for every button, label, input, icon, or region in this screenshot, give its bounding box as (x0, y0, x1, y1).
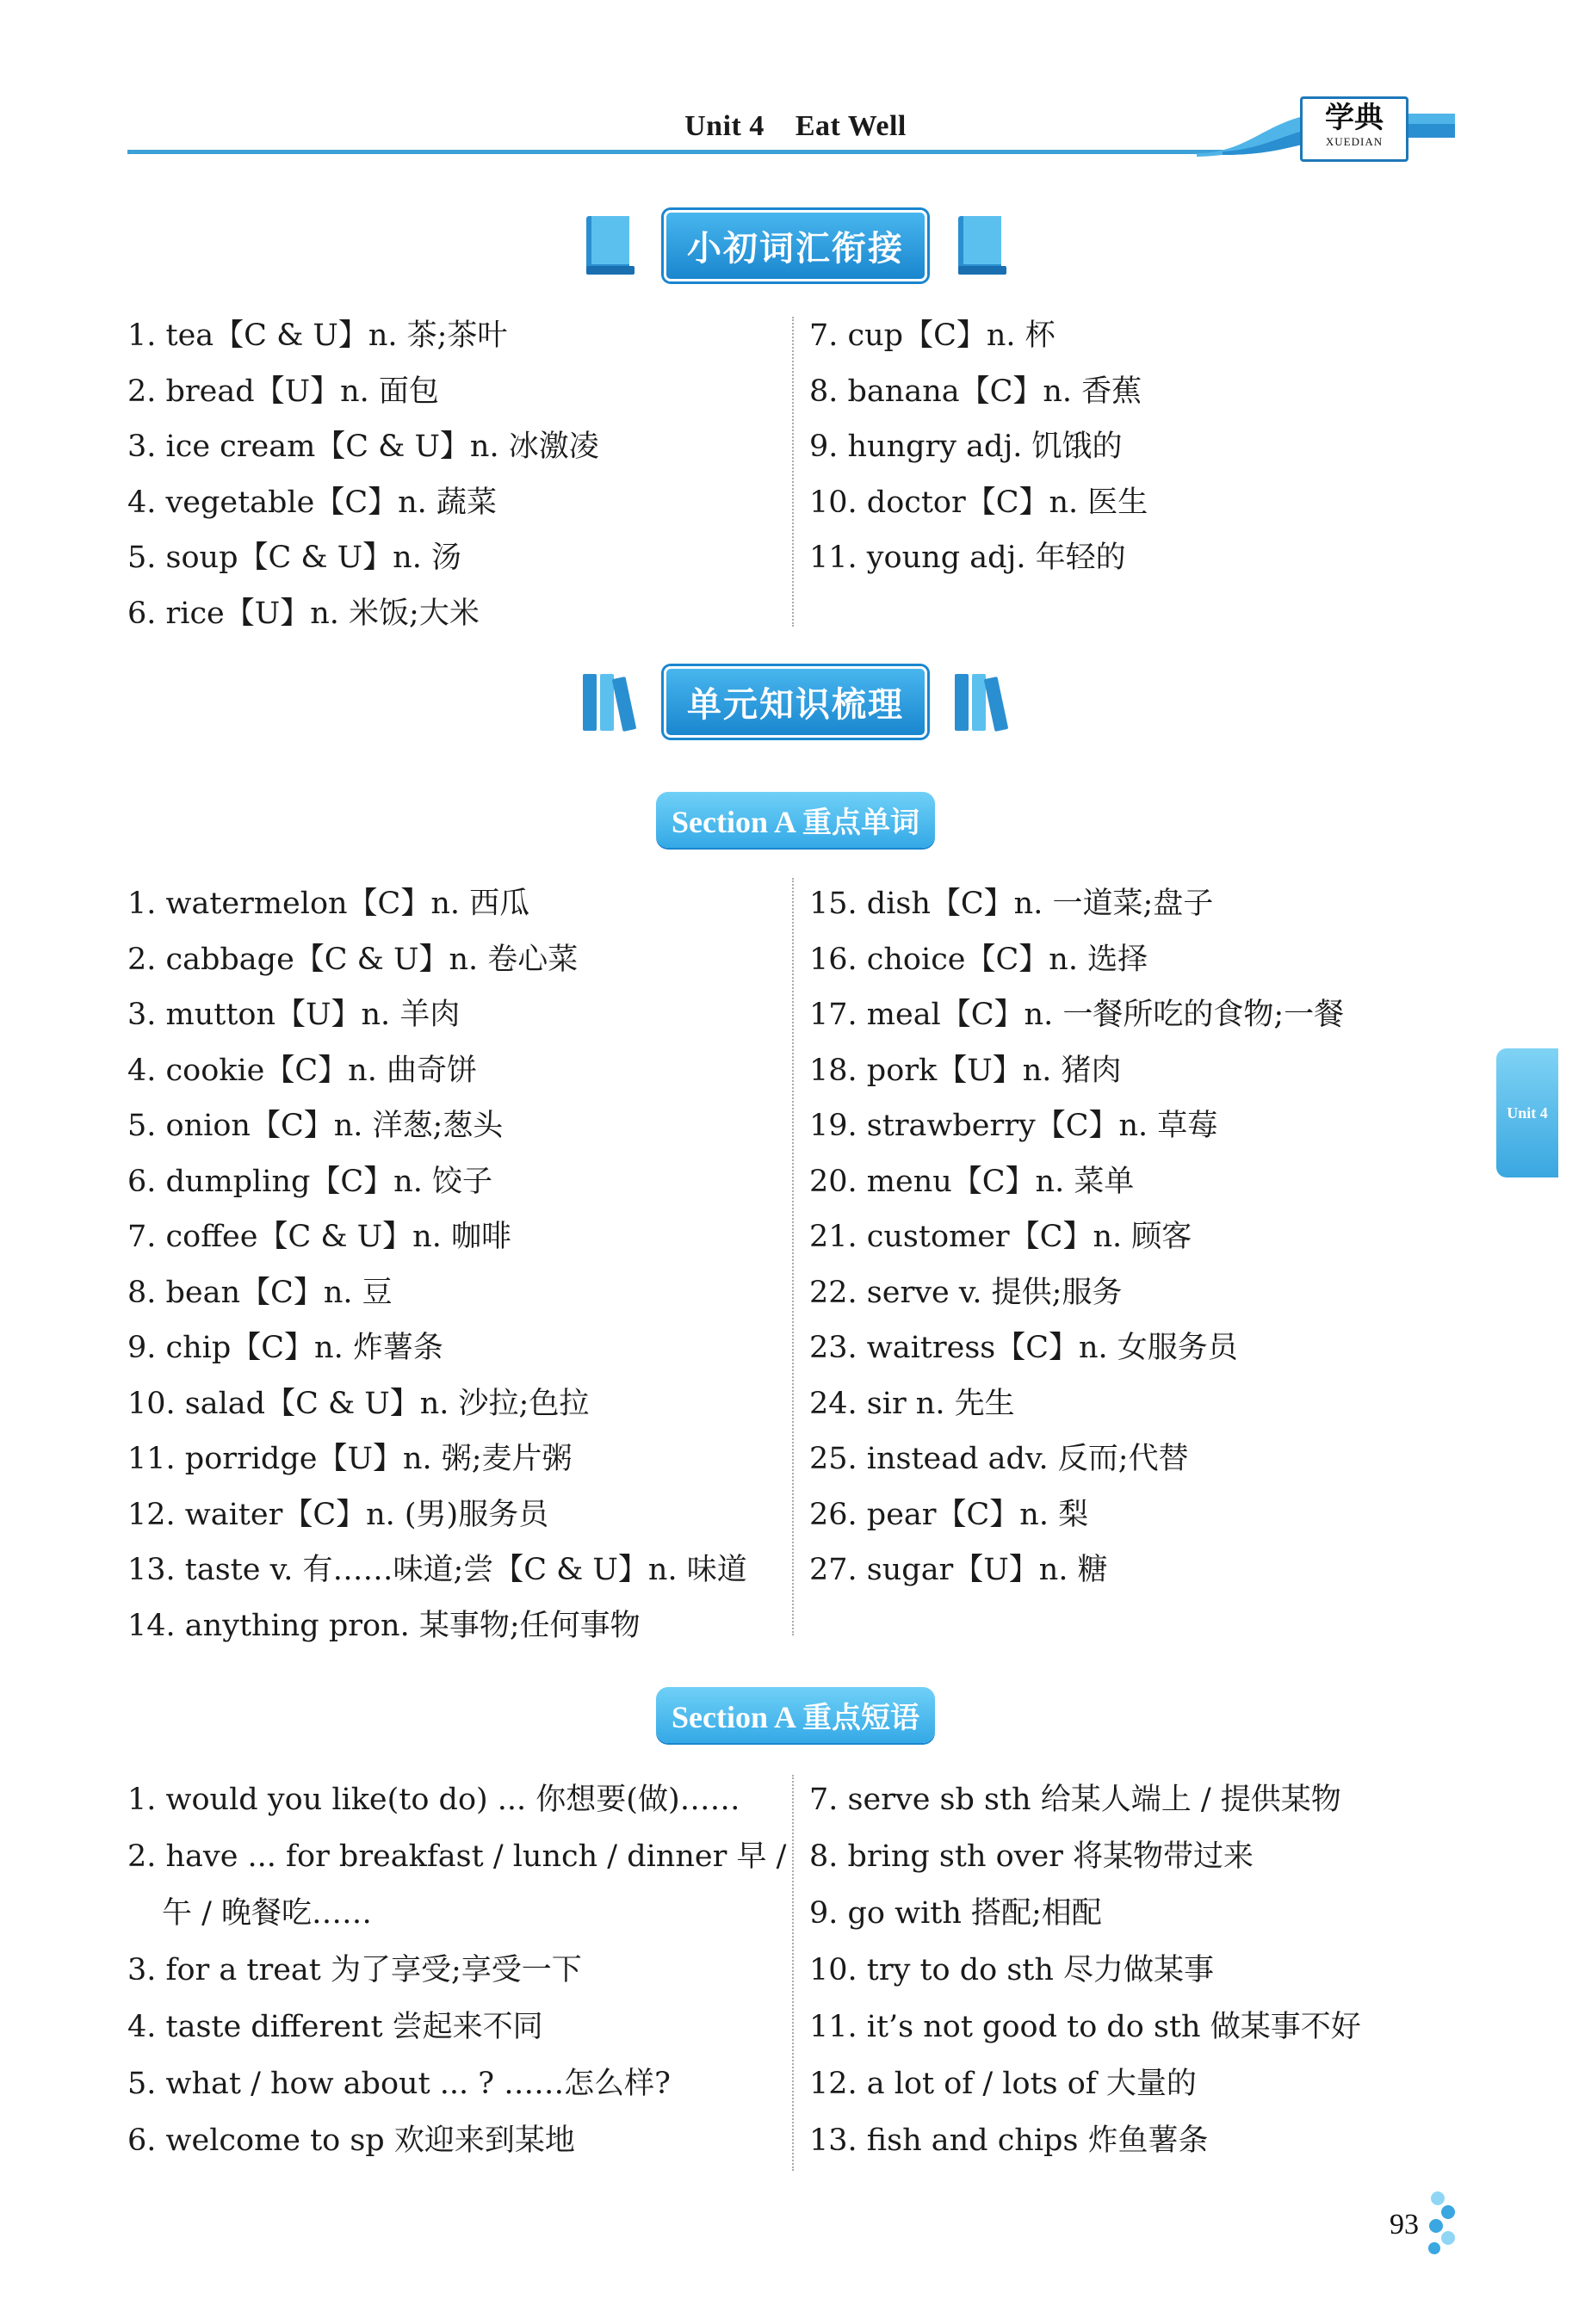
list-item: 11. it’s not good to do sth 做某事不好 (809, 2010, 1361, 2044)
column-divider (792, 878, 794, 1635)
book-icon (579, 211, 640, 280)
list-item: 19. strawberry【C】n. 草莓 (809, 1109, 1218, 1143)
list-item: 7. cup【C】n. 杯 (809, 318, 1056, 353)
list-item: 26. pear【C】n. 梨 (809, 1497, 1089, 1532)
list-item: 11. young adj. 年轻的 (809, 541, 1126, 575)
list-item: 8. bean【C】n. 豆 (127, 1275, 393, 1310)
list-item: 6. dumpling【C】n. 饺子 (127, 1164, 492, 1199)
column-divider (792, 1775, 794, 2171)
list-item: 10. salad【C & U】n. 沙拉;色拉 (127, 1386, 590, 1421)
list-item: 2. bread【U】n. 面包 (127, 374, 439, 409)
list-item: 13. taste v. 有……味道;尝【C & U】n. 味道 (127, 1553, 747, 1587)
binders-icon (579, 667, 640, 736)
book-icon (951, 211, 1012, 280)
side-tab-label: Unit 4 (1507, 1103, 1548, 1122)
header-rule (127, 150, 1229, 154)
list-item: 12. a lot of / lots of 大量的 (809, 2067, 1197, 2101)
header-title: Eat Well (795, 110, 907, 142)
heading-cn: 重点短语 (802, 1701, 919, 1735)
section-a-phrases-heading (0, 1687, 1591, 1743)
banner-vocab-link-label: 小初词汇衔接 (664, 210, 927, 281)
list-item: 10. doctor【C】n. 医生 (809, 485, 1148, 520)
list-item: 5. onion【C】n. 洋葱;葱头 (127, 1109, 504, 1143)
binders-icon (951, 667, 1012, 736)
section-a-words-heading (0, 792, 1591, 848)
heading-en: Section A (671, 1700, 802, 1734)
list-item: 5. what / how about ... ? ……怎么样? (127, 2067, 671, 2101)
list-item: 20. menu【C】n. 菜单 (809, 1164, 1135, 1199)
list-item: 1. would you like(to do) ... 你想要(做)…… (127, 1783, 740, 1817)
list-item: 23. waitress【C】n. 女服务员 (809, 1331, 1238, 1365)
list-item: 17. meal【C】n. 一餐所吃的食物;一餐 (809, 998, 1345, 1032)
heading-cn: 重点单词 (802, 806, 919, 840)
list-item: 4. vegetable【C】n. 蔬菜 (127, 485, 497, 520)
unit-side-tab (1496, 1048, 1558, 1177)
list-item: 8. banana【C】n. 香蕉 (809, 374, 1142, 409)
list-item: 11. porridge【U】n. 粥;麦片粥 (127, 1442, 573, 1476)
vocab-link-left-list (127, 308, 599, 641)
list-item: 10. try to do sth 尽力做某事 (809, 1953, 1215, 1987)
logo-chinese: 学典 (1325, 101, 1384, 135)
list-item: 24. sir n. 先生 (809, 1386, 1015, 1421)
vocab-link-right-list (809, 308, 1148, 586)
list-item: 14. anything pron. 某事物;任何事物 (127, 1608, 641, 1643)
list-item: 15. dish【C】n. 一道菜;盘子 (809, 887, 1214, 921)
list-item: 25. instead adv. 反而;代替 (809, 1442, 1189, 1476)
list-item: 9. chip【C】n. 炸薯条 (127, 1331, 443, 1365)
list-item: 8. bring sth over 将某物带过来 (809, 1839, 1254, 1874)
list-item: 7. serve sb sth 给某人端上 / 提供某物 (809, 1783, 1341, 1817)
list-item: 7. coffee【C & U】n. 咖啡 (127, 1220, 511, 1254)
list-item: 6. welcome to sp 欢迎来到某地 (127, 2123, 575, 2158)
list-item: 27. sugar【U】n. 糖 (809, 1553, 1108, 1587)
list-item: 21. customer【C】n. 顾客 (809, 1220, 1192, 1254)
list-item: 5. soup【C & U】n. 汤 (127, 541, 461, 575)
list-item: 1. tea【C & U】n. 茶;茶叶 (127, 318, 508, 353)
list-item: 13. fish and chips 炸鱼薯条 (809, 2123, 1209, 2158)
section-a-phrases-left-list (127, 1771, 786, 2169)
logo-english: XUEDIAN (1325, 135, 1384, 148)
page-number: 93 (1390, 2209, 1419, 2241)
banner-unit-review (0, 663, 1591, 740)
list-item: 2. cabbage【C & U】n. 卷心菜 (127, 942, 579, 977)
list-item: 2. have ... for breakfast / lunch / dinner 早 / (127, 1839, 787, 1874)
list-item: 22. serve v. 提供;服务 (809, 1275, 1123, 1310)
list-item: 6. rice【U】n. 米饭;大米 (127, 596, 480, 631)
list-item: 3. for a treat 为了享受;享受一下 (127, 1953, 582, 1987)
list-item: 4. taste different 尝起来不同 (127, 2010, 543, 2044)
header-unit: Unit 4 (684, 110, 765, 142)
heading-en: Section A (671, 805, 802, 839)
section-a-words-left-list (127, 876, 747, 1653)
column-divider (792, 317, 794, 627)
publisher-logo (1300, 96, 1408, 162)
list-item: 4. cookie【C】n. 曲奇饼 (127, 1053, 477, 1088)
list-item: 3. mutton【U】n. 羊肉 (127, 998, 461, 1032)
list-item: 3. ice cream【C & U】n. 冰激凌 (127, 430, 599, 464)
banner-unit-review-label: 单元知识梳理 (664, 666, 927, 738)
list-item: 午 / 晚餐吃…… (162, 1896, 373, 1931)
banner-vocab-link (0, 207, 1591, 284)
list-item: 16. choice【C】n. 选择 (809, 942, 1148, 977)
list-item: 9. go with 搭配;相配 (809, 1896, 1102, 1931)
list-item: 9. hungry adj. 饥饿的 (809, 430, 1123, 464)
section-a-phrases-right-list (809, 1771, 1361, 2169)
section-a-words-right-list (809, 876, 1344, 1598)
list-item: 18. pork【U】n. 猪肉 (809, 1053, 1122, 1088)
list-item: 1. watermelon【C】n. 西瓜 (127, 887, 530, 921)
list-item: 12. waiter【C】n. (男)服务员 (127, 1497, 549, 1532)
